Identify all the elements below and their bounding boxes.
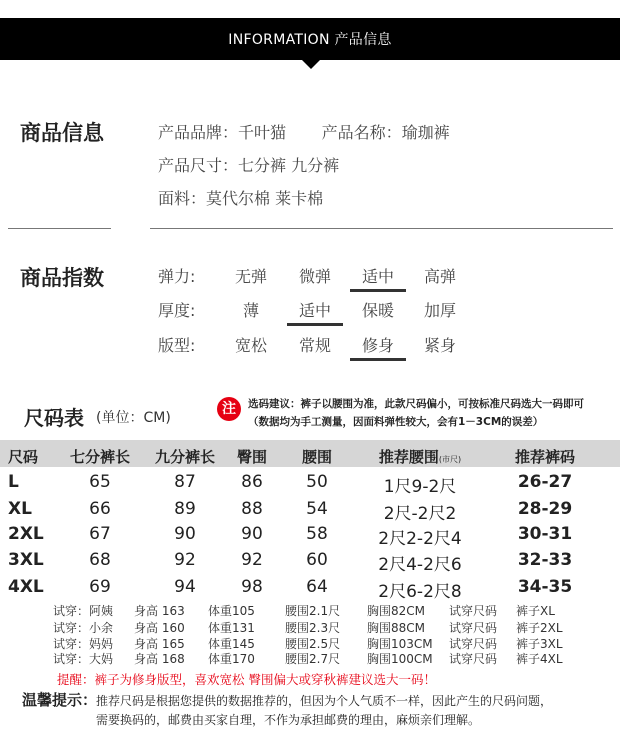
- header-text: 尺码: [8, 448, 39, 466]
- size-table-header-cell: [500, 446, 590, 467]
- index-label: 弹力:: [158, 267, 196, 286]
- size-table-header-cell: [222, 446, 282, 467]
- size-table-cell: 87: [174, 472, 196, 492]
- try-on-field: 试穿尺码: [449, 621, 498, 635]
- try-on-field: 腰围2.1尺: [285, 604, 341, 618]
- size-table-cell: 32-33: [517, 550, 573, 570]
- try-on-field: 腰围2.3尺: [285, 621, 341, 635]
- size-table-cell: 2尺4-2尺6: [378, 555, 462, 575]
- size-advice-line-2: （数据均为手工测量，因面料弹性较大，会有1－3CM的误差）: [248, 416, 544, 428]
- header-text: 推荐腰围: [378, 448, 439, 466]
- info-line-brand-name: 产品品牌：千叶猫 产品名称：瑜珈裤: [158, 123, 450, 142]
- try-on-field: 胸围82CM: [367, 604, 426, 618]
- index-option-selected: 适中: [285, 298, 345, 321]
- size-table-cell: 98: [241, 577, 263, 597]
- try-on-field: 裤子4XL: [516, 652, 563, 666]
- index-option-selected: 适中: [348, 264, 408, 287]
- size-table-header-cell: [8, 446, 58, 467]
- size-table-cell: L: [8, 472, 19, 492]
- index-option: 无弹: [234, 267, 267, 286]
- header-text: 腰围: [301, 448, 332, 466]
- size-table-cell: 65: [89, 472, 111, 492]
- size-table-cell: 68: [89, 550, 111, 570]
- index-option: 微弹: [298, 267, 331, 286]
- size-table-cell: 64: [306, 577, 328, 597]
- header-text: 臀围: [236, 448, 267, 466]
- size-advice-line-1: 选码建议：裤子以腰围为准，此款尺码偏小，可按标准尺码选大一码即可: [248, 398, 584, 410]
- header-suffix: (市尺): [438, 455, 462, 464]
- size-table-cell: XL: [8, 499, 32, 519]
- size-table-cell: 92: [174, 550, 196, 570]
- size-table-header-cell: [360, 446, 480, 467]
- note-badge: 注: [217, 397, 241, 421]
- size-table-cell: 50: [306, 472, 328, 492]
- size-table-cell: 58: [306, 524, 328, 544]
- size-table-cell: 2尺6-2尺8: [378, 582, 462, 602]
- tips-title: 温馨提示：: [22, 691, 98, 709]
- tips-line-1: 推荐尺码是根据您提供的数据推荐的，但因为个人气质不一样，因此产生的尺码问题，: [96, 694, 553, 708]
- try-on-field: 身高 168: [134, 652, 185, 666]
- product-info-heading: 商品信息: [20, 121, 104, 145]
- try-on-field: 裤子XL: [516, 604, 555, 618]
- divider-right: [150, 228, 613, 229]
- try-on-field: 试穿尺码: [449, 604, 498, 618]
- index-option: 加厚: [423, 301, 456, 320]
- try-on-field: 试穿：小余: [53, 621, 114, 635]
- try-on-field: 裤子2XL: [516, 621, 563, 635]
- try-on-field: 试穿尺码: [449, 652, 498, 666]
- try-on-field: 胸围103CM: [367, 637, 433, 651]
- size-table-cell: 30-31: [517, 524, 573, 544]
- try-on-field: 身高 163: [134, 604, 185, 618]
- fit-reminder: 提醒：裤子为修身版型，喜欢宽松 臀围偏大或穿秋裤建议选大一码！: [57, 672, 436, 687]
- size-table-header-cell: [145, 446, 225, 467]
- header-text: 七分裤长: [69, 448, 130, 466]
- try-on-field: 体重170: [208, 652, 255, 666]
- size-table-cell: 88: [241, 499, 263, 519]
- try-on-field: 试穿：妈妈: [53, 637, 114, 651]
- index-option: 保暖: [361, 301, 394, 320]
- try-on-field: 身高 165: [134, 637, 185, 651]
- index-label: 厚度:: [158, 301, 196, 320]
- try-on-field: 体重145: [208, 637, 255, 651]
- banner-notch: [301, 59, 321, 69]
- banner-title: INFORMATION 产品信息: [228, 32, 392, 48]
- size-table-cell: 34-35: [517, 577, 573, 597]
- index-option-selected: 修身: [348, 333, 408, 356]
- size-chart-title: 尺码表: [24, 406, 84, 430]
- size-table-header-cell: [287, 446, 347, 467]
- product-index-heading: 商品指数: [20, 266, 104, 290]
- size-table-cell: 69: [89, 577, 111, 597]
- size-table-header-cell: [60, 446, 140, 467]
- try-on-field: 体重131: [208, 621, 255, 635]
- size-chart-unit: (单位：CM): [96, 410, 171, 426]
- index-option: 高弹: [423, 267, 456, 286]
- tips-line-2: 需要换码的，邮费由买家自理，不作为承担邮费的理由，麻烦亲们理解。: [96, 713, 481, 727]
- try-on-field: 腰围2.5尺: [285, 637, 341, 651]
- size-table-cell: 66: [89, 499, 111, 519]
- size-table-cell: 54: [306, 499, 328, 519]
- info-banner: [0, 0, 620, 72]
- index-label: 版型:: [158, 336, 196, 355]
- size-table-cell: 28-29: [517, 499, 573, 519]
- size-table-cell: 90: [174, 524, 196, 544]
- size-table-cell: 89: [174, 499, 196, 519]
- size-table-cell: 2尺2-2尺4: [378, 529, 462, 549]
- try-on-field: 试穿：大妈: [53, 652, 114, 666]
- info-line-size: 产品尺寸：七分裤 九分裤: [158, 156, 340, 175]
- size-table-cell: 92: [241, 550, 263, 570]
- size-table-cell: 2XL: [8, 524, 44, 544]
- try-on-field: 胸围88CM: [367, 621, 426, 635]
- size-table-cell: 3XL: [8, 550, 44, 570]
- info-line-fabric: 面料：莫代尔棉 莱卡棉: [158, 189, 324, 208]
- size-table-cell: 90: [241, 524, 263, 544]
- header-text: 推荐裤码: [514, 448, 575, 466]
- banner-bar: [0, 18, 620, 60]
- try-on-field: 试穿尺码: [449, 637, 498, 651]
- header-text: 九分裤长: [154, 448, 215, 466]
- index-option: 薄: [242, 301, 259, 320]
- try-on-field: 体重105: [208, 604, 255, 618]
- size-table-cell: 26-27: [517, 472, 573, 492]
- size-table-cell: 67: [89, 524, 111, 544]
- index-option: 常规: [298, 336, 331, 355]
- try-on-field: 裤子3XL: [516, 637, 563, 651]
- index-option: 紧身: [423, 336, 456, 355]
- size-table-cell: 86: [241, 472, 263, 492]
- size-table-cell: 60: [306, 550, 328, 570]
- try-on-field: 身高 160: [134, 621, 185, 635]
- divider-left: [8, 228, 111, 229]
- try-on-field: 试穿：阿姨: [53, 604, 114, 618]
- size-table-cell: 1尺9-2尺: [383, 477, 457, 497]
- index-option: 宽松: [234, 336, 267, 355]
- try-on-field: 腰围2.7尺: [285, 652, 341, 666]
- try-on-field: 胸围100CM: [367, 652, 433, 666]
- size-table-cell: 94: [174, 577, 196, 597]
- size-table-cell: 2尺-2尺2: [383, 504, 457, 524]
- size-table-cell: 4XL: [8, 577, 44, 597]
